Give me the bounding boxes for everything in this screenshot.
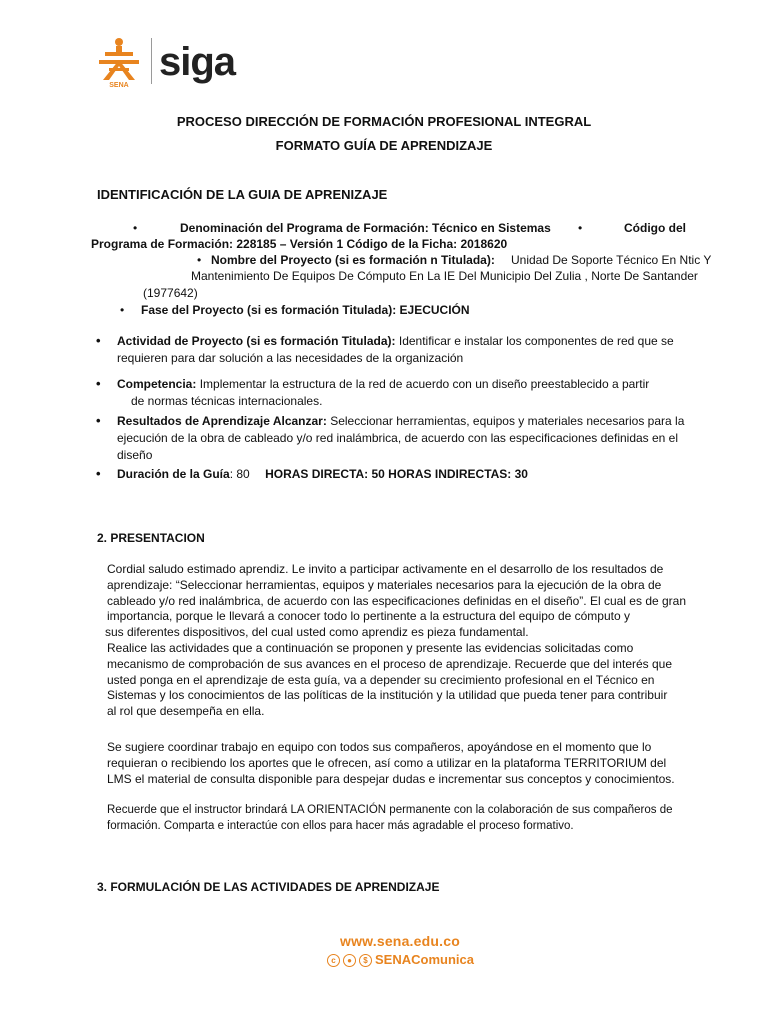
codigo-label: Código del	[624, 221, 686, 235]
p1-line: importancia, porque le llevará a conocer todo lo pertinente a la estructura del equipo de cómputo y	[107, 609, 630, 624]
duracion-value: : 80	[229, 467, 250, 481]
codigo-line2: Programa de Formación: 228185 – Versión 1 Código de la Ficha: 2018620	[91, 237, 508, 251]
logo-divider	[151, 38, 152, 84]
siga-logo: siga	[159, 40, 236, 84]
resultados-label: Resultados de Aprendizaje Alcanzar:	[117, 414, 327, 428]
presentacion-paragraph-1	[107, 562, 715, 625]
p4-line: Recuerde que el instructor brindará LA ORIENTACIÓN permanente con la colaboración de sus compañeros de	[107, 804, 673, 816]
bullet-icon: •	[120, 303, 125, 317]
actividad-value-1: Identificar e instalar los componentes de red que se	[398, 334, 674, 348]
document-title-line1: PROCESO DIRECCIÓN DE FORMACIÓN PROFESIONAL INTEGRAL	[176, 114, 592, 129]
identificacion-heading: IDENTIFICACIÓN DE LA GUIA DE APRENIZAJE	[97, 187, 388, 202]
p3-line: LMS el material de consulta disponible para despejar dudas e incrementar sus conceptos y conocimientos.	[107, 771, 675, 786]
p1-line: cableado y/o red inalámbrica, de acuerdo con las especificaciones definidas en el diseño”. El cual es de gran	[107, 593, 687, 608]
bullet-icon: •	[133, 221, 138, 235]
bullet-icon: •	[96, 413, 101, 428]
proyecto-value-3: (1977642)	[143, 286, 198, 300]
sena-logo-label: SENA	[109, 82, 129, 88]
actividad-item	[117, 333, 722, 366]
p2-line: mecanismo de comprobación de sus avances en el proceso de aprendizaje. Recuerde que del interés que	[107, 656, 673, 671]
p2-line: Realice las actividades que a continuación se proponen y presente las evidencias solicitadas como	[107, 641, 634, 655]
resultados-value-2: ejecución de la obra de cableado y/o red inalámbrica, de acuerdo con las especificaciones definidas en el	[117, 431, 679, 445]
proyecto-label: Nombre del Proyecto (si es formación n Titulada):	[211, 253, 495, 267]
p4-line: formación. Comparta e interactúe con ellos para hacer más agradable el proceso formativo.	[107, 819, 574, 832]
actividad-label: Actividad de Proyecto (si es formación Titulada):	[117, 334, 396, 348]
p1-line: aprendizaje: “Seleccionar herramientas, equipos y materiales necesarios para la ejecución de la obra de	[107, 577, 662, 592]
fase-label: Fase del Proyecto (si es formación Titulada	[141, 303, 389, 317]
formulacion-heading: 3. FORMULACIÓN DE LAS ACTIVIDADES DE APRENDIZAJE	[97, 880, 440, 894]
fase-value-paren: ): EJECUCIÓN	[388, 303, 470, 317]
creative-commons-icon: c	[327, 954, 340, 967]
fase-line	[141, 302, 470, 318]
footer-social	[327, 952, 474, 967]
document-title-line2: FORMATO GUÍA DE APRENDIZAJE	[275, 138, 493, 153]
bullet-icon: •	[96, 466, 101, 481]
actividad-value-2: requieren para dar solución a las necesidades de la organización	[117, 351, 464, 365]
p1-line: Cordial saludo estimado aprendiz. Le invito a participar activamente en el desarrollo de los resultados de	[107, 562, 664, 576]
header-logos	[93, 36, 253, 88]
p2-line: al rol que desempeña en ella.	[107, 704, 265, 719]
attribution-icon: ●	[343, 954, 356, 967]
presentacion-heading: 2. PRESENTACION	[97, 531, 205, 545]
bullet-icon: •	[96, 376, 101, 391]
p2-line: Sistemas y los conocimientos de las políticas de la institución y la utilidad que pueda tener para contribuir	[107, 688, 668, 703]
p1-line: sus diferentes dispositivos, del cual usted como aprendiz es pieza fundamental.	[105, 625, 529, 639]
resultados-item	[117, 413, 722, 463]
programa-label: Denominación del Programa de Formación: Técnico en Sistemas	[180, 221, 551, 235]
competencia-label: Competencia:	[117, 377, 197, 391]
noncommercial-icon: $	[359, 954, 372, 967]
resultados-value-1: Seleccionar herramientas, equipos y materiales necesarios para la	[330, 414, 685, 428]
bullet-icon: •	[96, 333, 101, 348]
duracion-item	[117, 466, 528, 482]
presentacion-paragraph-2	[107, 641, 707, 720]
bullet-icon: •	[197, 253, 202, 267]
footer-social-handle[interactable]: SENAComunica	[375, 952, 474, 967]
p3-line: Se sugiere coordinar trabajo en equipo con todos sus compañeros, apoyándose en el momento que lo	[107, 740, 652, 754]
resultados-value-3: diseño	[117, 448, 153, 462]
presentacion-paragraph-4	[107, 803, 717, 835]
competencia-value-2: de normas técnicas internacionales.	[131, 394, 323, 408]
competencia-value-1: Implementar la estructura de la red de acuerdo con un diseño preestablecido a partir	[199, 377, 650, 391]
horas-text: HORAS DIRECTA: 50 HORAS INDIRECTAS: 30	[265, 467, 528, 481]
presentacion-paragraph-3	[107, 740, 707, 787]
bullet-icon: •	[578, 221, 583, 235]
competencia-item	[117, 376, 722, 392]
footer-url-link[interactable]: www.sena.edu.co	[340, 933, 460, 949]
duracion-label: Duración de la Guía	[117, 467, 230, 481]
proyecto-value-1: Unidad De Soporte Técnico En Ntic Y	[511, 253, 712, 267]
sena-logo-icon	[93, 36, 145, 88]
proyecto-value-2: Mantenimiento De Equipos De Cómputo En La IE Del Municipio Del Zulia , Norte De Santander	[191, 269, 698, 283]
p3-line: requieran o recibiendo los aportes que le ofrecen, así como a utilizar en la plataforma TERRITORIUM del	[107, 755, 667, 770]
p2-line: usted ponga en el aprendizaje de esta guía, va a depender su crecimiento profesional en el Técnico en	[107, 672, 655, 687]
